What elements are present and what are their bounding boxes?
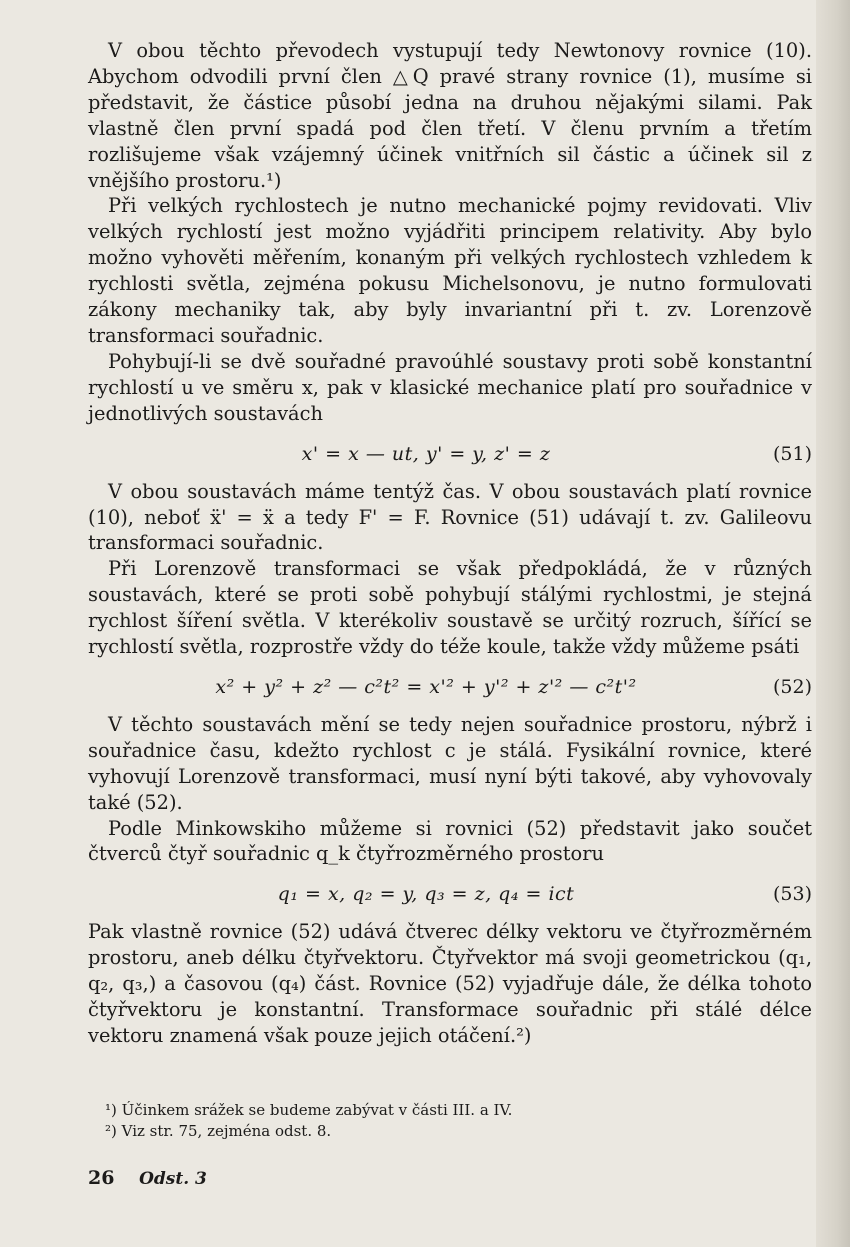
paragraph: Při velkých rychlostech je nutno mechanické pojmy revidovati. Vliv velkých rychlostí jest možno vyjádřiti principem relativity. Aby bylo možno vyhověti měřením, konaným při velkých rychlostech vzhledem k rychlosti světla, zejména pokusu Michelsonovu, je nutno formulovati zákony mechaniky tak, aby byly invariantní při t. zv. Lorenzově transformaci souřadnic. bbox=[88, 194, 812, 347]
footnote: ¹) Účinkem srážek se budeme zabývat v části III. a IV. bbox=[105, 1101, 513, 1119]
paragraph: V obou soustavách máme tentýž čas. V obou soustavách platí rovnice (10), neboť ẍ' = ẍ a tedy F' = F. Rovnice (51) udávají t. zv. Galileovu transformaci souřadnic. bbox=[88, 479, 812, 555]
page-edge-shadow bbox=[816, 0, 850, 1247]
equation-53 bbox=[88, 879, 812, 909]
page-footer bbox=[88, 1167, 207, 1189]
paragraph: V obou těchto převodech vystupují tedy Newtonovy rovnice (10). Abychom odvodili první člen △Q pravé strany rovnice (1), musíme si představit, že částice působí jedna na druhou nějakými silami. Pak vlastně člen první spadá pod člen třetí. V členu prvním a třetím rozlišujeme však vzájemný účinek vnitřních sil částic a účinek sil z vnějšího prostoru.¹) bbox=[88, 39, 812, 192]
page-number: 26 bbox=[88, 1167, 115, 1189]
paragraph: Podle Minkowskiho můžeme si rovnici (52) představit jako součet čtverců čtyř souřadnic q_k čtyřrozměrného prostoru bbox=[88, 816, 812, 866]
equation-body: x² + y² + z² — c²t² = x'² + y'² + z'² — c²t'² bbox=[215, 675, 637, 698]
paragraph: Při Lorenzově transformaci se však předpokládá, že v různých soustavách, které se proti sobě pohybují stálými rychlostmi, je stejná rychlost šíření světla. V kterékoliv soustavě se určitý rozruch, šířící se rychlostí světla, rozprostře vždy do téže koule, takže vždy můžeme psáti bbox=[88, 557, 812, 659]
paragraph: V těchto soustavách mění se tedy nejen souřadnice prostoru, nýbrž i souřadnice času, kdežto rychlost c je stálá. Fysikální rovnice, které vyhovují Lorenzově transformaci, musí nyní býti takové, aby vyhovovaly také (52). bbox=[88, 712, 812, 814]
footnote: ²) Viz str. 75, zejména odst. 8. bbox=[105, 1122, 332, 1140]
equation-body: x' = x — ut, y' = y, z' = z bbox=[301, 442, 551, 465]
equation-number: (52) bbox=[772, 675, 812, 698]
equation-body: q₁ = x, q₂ = y, q₃ = z, q₄ = ict bbox=[277, 883, 575, 906]
page-body bbox=[88, 38, 812, 1049]
paragraph: Pohybují-li se dvě souřadné pravoúhlé soustavy proti sobě konstantní rychlostí u ve směru x, pak v klasické mechanice platí pro souřadnice v jednotlivých soustavách bbox=[88, 349, 812, 425]
equation-51 bbox=[88, 439, 812, 469]
section-label: Odst. 3 bbox=[139, 1169, 207, 1189]
footnotes bbox=[105, 1100, 725, 1142]
equation-number: (53) bbox=[772, 883, 812, 906]
equation-52 bbox=[88, 672, 812, 702]
equation-number: (51) bbox=[772, 442, 812, 465]
paragraph: Pak vlastně rovnice (52) udává čtverec délky vektoru ve čtyřrozměrném prostoru, aneb délku čtyřvektoru. Čtyřvektor má svoji geometrickou (q₁, q₂, q₃,) a časovou (q₄) část. Rovnice (52) vyjadřuje dále, že délka tohoto čtyřvektoru je konstantní. Transformace souřadnic při stálé délce vektoru znamená však pouze jejich otáčení.²) bbox=[88, 920, 812, 1047]
